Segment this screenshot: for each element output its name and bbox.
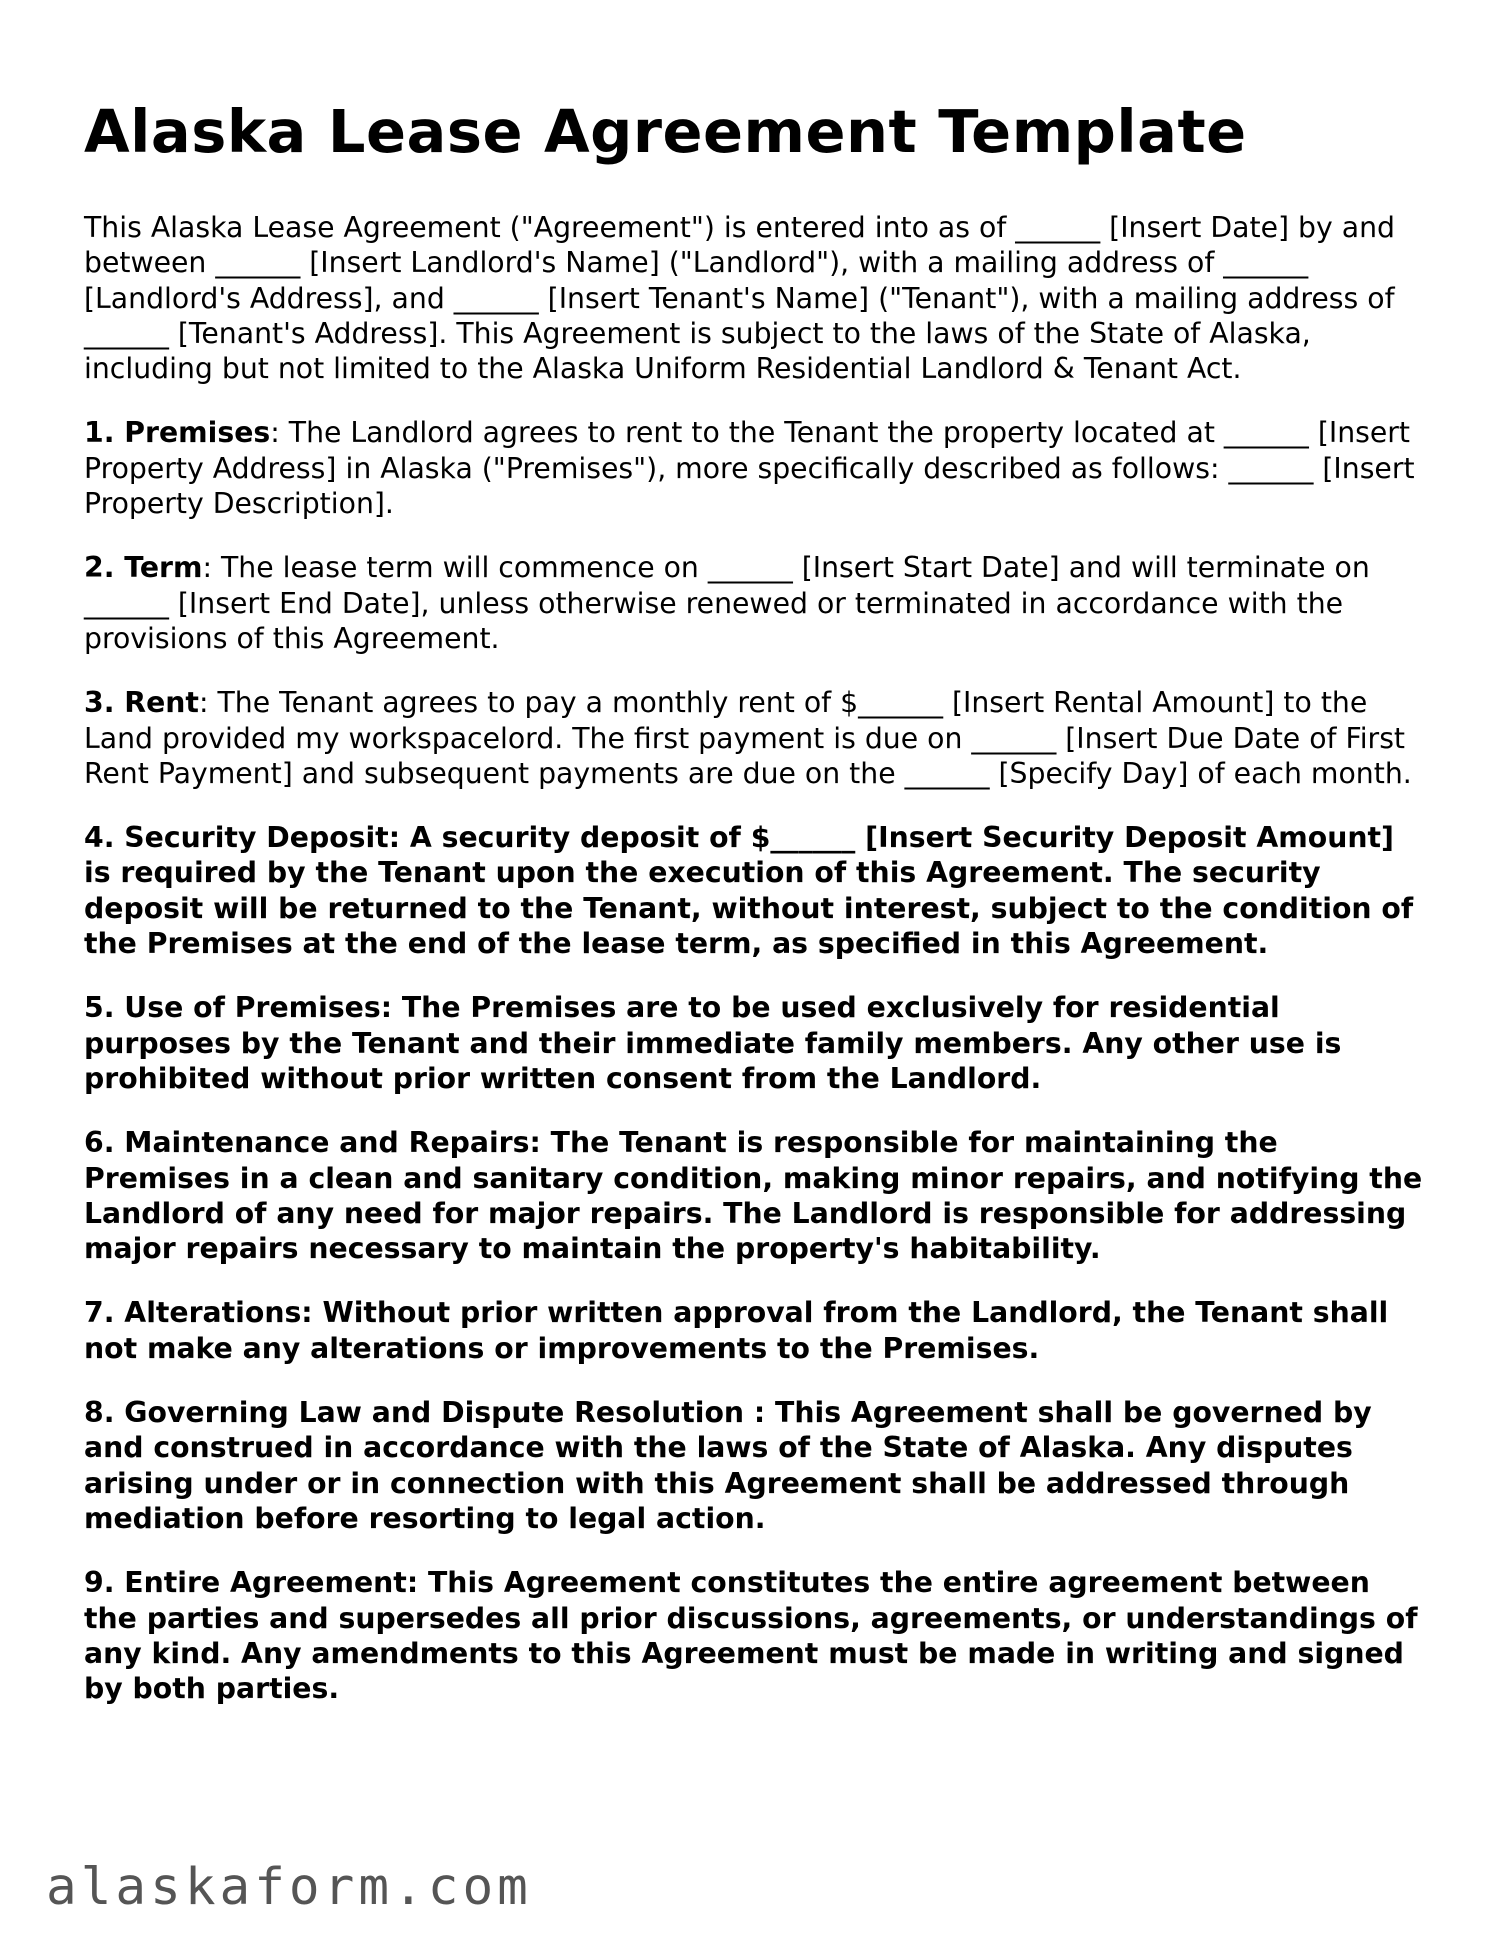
site-watermark: alaskaform.com — [46, 1858, 532, 1917]
section-entire-agreement: 9. Entire Agreement: This Agreement constitutes the entire agreement between the parties and supersedes all prior discussions, agreements, or understandings of any kind. Any amendments to this Agreement must be made in writing and signed by both parties. — [84, 1566, 1418, 1706]
section-term — [84, 550, 1429, 656]
section-text: : The Tenant agrees to pay a monthly rent of $______ [Insert Rental Amount] to the Land provided my workspacelord. The first payment is due on ______ [Insert Due Date of First Rent Payment] and subsequent payments are due on the ______ [Specify Day] of each month. — [84, 686, 1412, 790]
section-heading: 3. Rent — [84, 686, 199, 720]
section-heading: 2. Term — [84, 551, 203, 585]
section-use-of-premises: 5. Use of Premises: The Premises are to be used exclusively for residential purposes by the Tenant and their immediate family members. Any other use is prohibited without prior written consent from the Landlord. — [84, 991, 1342, 1095]
section-heading: 1. Premises — [84, 416, 271, 450]
section-maintenance-repairs: 6. Maintenance and Repairs: The Tenant is responsible for maintaining the Premises in a clean and sanitary condition, making minor repairs, and notifying the Landlord of any need for major repairs. The Landlord is responsible for addressing major repairs necessary to maintain the property's habitability. — [84, 1126, 1423, 1266]
section-text: : The Landlord agrees to rent to the Tenant the property located at ______ [Insert Property Address] in Alaska ("Premises"), more specifically described as follows: ______ [Insert Property Description]. — [84, 416, 1415, 521]
section-rent — [84, 685, 1429, 791]
document-page — [84, 96, 1429, 1735]
section-alterations: 7. Alterations: Without prior written approval from the Landlord, the Tenant shall not make any alterations or improvements to the Premises. — [84, 1296, 1389, 1365]
section-security-deposit: 4. Security Deposit: A security deposit of $______ [Insert Security Deposit Amount] is required by the Tenant upon the execution of this Agreement. The security deposit will be returned to the Tenant, without interest, subject to the condition of the Premises at the end of the lease term, as specified in this Agreement. — [84, 821, 1414, 961]
section-governing-law: 8. Governing Law and Dispute Resolution : This Agreement shall be governed by and construed in accordance with the laws of the State of Alaska. Any disputes arising under or in connection with this Agreement shall be addressed through mediation before resorting to legal action. — [84, 1396, 1372, 1535]
intro-paragraph: This Alaska Lease Agreement ("Agreement") is entered into as of ______ [Insert Date] by and between ______ [Insert Landlord's Name] ("Landlord"), with a mailing address of ______ [Landlord's Address], and ______ [Insert Tenant's Name] ("Tenant"), with a mailing address of ______ [Tenant's Address]. This Agreement is subject to the laws of the State of Alaska, including but not limited to the Alaska Uniform Residential Landlord & Tenant Act. — [84, 211, 1395, 386]
document-title: Alaska Lease Agreement Template — [84, 97, 1247, 166]
section-text: : The lease term will commence on ______ [Insert Start Date] and will terminate on ______ [Insert End Date], unless otherwise renewed or terminated in accordance with the provisions of this Agreement. — [84, 551, 1370, 655]
section-premises — [84, 415, 1429, 521]
